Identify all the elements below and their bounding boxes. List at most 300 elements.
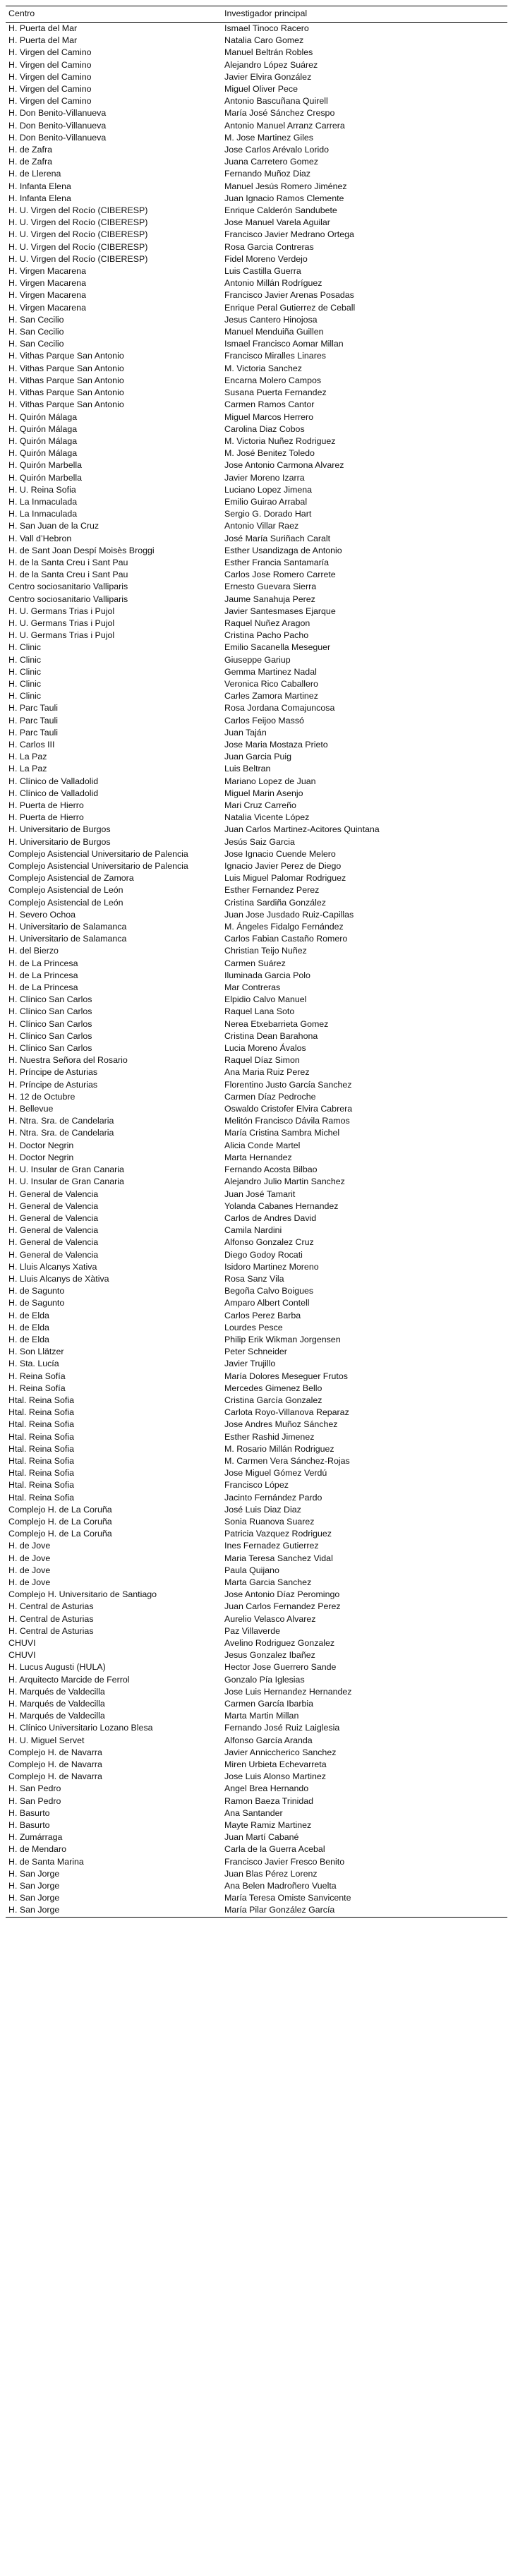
cell-centro: H. Quirón Marbella xyxy=(8,460,82,471)
cell-centro: H. de Elda xyxy=(8,1334,49,1344)
cell-investigador: Cristina García Gonzalez xyxy=(224,1395,322,1405)
cell-investigador: Emilio Sacanella Meseguer xyxy=(224,642,331,653)
cell-investigador: Gonzalo Pía Iglesias xyxy=(224,1674,305,1685)
table-row xyxy=(6,1091,507,1103)
table-row xyxy=(6,1224,507,1236)
cell-investigador: Florentino Justo García Sanchez xyxy=(224,1079,352,1090)
table-row xyxy=(6,1455,507,1467)
table-row xyxy=(6,594,507,606)
cell-investigador: Enrique Peral Gutierrez de Ceball xyxy=(224,302,356,313)
table-row xyxy=(6,1843,507,1855)
table-row xyxy=(6,1334,507,1346)
table-row xyxy=(6,1577,507,1589)
cell-centro: H. Don Benito-Villanueva xyxy=(8,108,107,119)
table-row xyxy=(6,1115,507,1127)
table-row xyxy=(6,1030,507,1042)
cell-centro: H. Virgen Macarena xyxy=(8,302,86,313)
table-row xyxy=(6,229,507,241)
table-row xyxy=(6,399,507,411)
table-row xyxy=(6,1649,507,1661)
cell-investigador: Ismael Francisco Aomar Millan xyxy=(224,339,344,349)
cell-investigador: Iluminada Garcia Polo xyxy=(224,970,310,980)
cell-investigador: Jesus Gonzalez Ibañez xyxy=(224,1650,315,1661)
cell-investigador: Aurelio Velasco Alvarez xyxy=(224,1613,316,1624)
cell-investigador: Raquel Díaz Simon xyxy=(224,1055,300,1066)
cell-investigador: Marta Martin Millan xyxy=(224,1711,299,1721)
cell-investigador: Juan Ignacio Ramos Clemente xyxy=(224,193,344,203)
table-row xyxy=(6,289,507,301)
cell-centro: H. Vithas Parque San Antonio xyxy=(8,399,124,410)
cell-investigador: Juan Martí Cabané xyxy=(224,1832,299,1843)
cell-investigador: Juan Blas Pérez Lorenz xyxy=(224,1868,318,1879)
cell-centro: H. Doctor Negrin xyxy=(8,1140,74,1150)
cell-centro: H. de La Princesa xyxy=(8,970,78,980)
cell-investigador: Mayte Ramiz Martinez xyxy=(224,1820,312,1831)
cell-investigador: M. Carmen Vera Sánchez-Rojas xyxy=(224,1455,350,1466)
cell-investigador: Javier Trujillo xyxy=(224,1359,276,1369)
cell-investigador: Antonio Villar Raez xyxy=(224,521,299,531)
table-row xyxy=(6,970,507,982)
cell-centro: H. Lluis Alcanys Xativa xyxy=(8,1261,97,1272)
cell-centro: H. Marqués de Valdecilla xyxy=(8,1711,105,1721)
cell-centro: H. U. Virgen del Rocío (CIBERESP) xyxy=(8,217,148,228)
cell-centro: H. General de Valencia xyxy=(8,1200,99,1211)
table-row xyxy=(6,447,507,459)
table-row xyxy=(6,1601,507,1613)
cell-investigador: Miguel Oliver Pece xyxy=(224,84,298,95)
cell-centro: Complejo H. de Navarra xyxy=(8,1759,102,1770)
table-row xyxy=(6,1176,507,1188)
cell-investigador: Jose Manuel Varela Aguilar xyxy=(224,217,330,228)
table-row xyxy=(6,642,507,654)
cell-centro: Htal. Reina Sofia xyxy=(8,1407,74,1418)
cell-centro: H. Virgen del Camino xyxy=(8,71,92,82)
cell-centro: H. Don Benito-Villanueva xyxy=(8,120,107,131)
table-row xyxy=(6,848,507,860)
cell-investigador: Javier Anniccherico Sanchez xyxy=(224,1747,337,1757)
cell-centro: H. U. Reina Sofia xyxy=(8,484,76,495)
cell-centro: H. Quirón Málaga xyxy=(8,411,78,422)
cell-investigador: Francisco Javier Medrano Ortega xyxy=(224,229,354,240)
cell-investigador: Natalia Vicente López xyxy=(224,812,310,823)
cell-centro: H. Clínico San Carlos xyxy=(8,1043,92,1054)
table-row xyxy=(6,435,507,447)
cell-centro: H. Príncipe de Asturias xyxy=(8,1067,98,1078)
table-row xyxy=(6,1273,507,1285)
cell-investigador: Alfonso García Aranda xyxy=(224,1735,313,1745)
cell-investigador: Carmen García Ibarbia xyxy=(224,1699,314,1709)
cell-investigador: Jose Luis Alonso Martinez xyxy=(224,1771,326,1782)
table-row xyxy=(6,168,507,180)
cell-centro: H. San Jorge xyxy=(8,1881,60,1891)
cell-centro: H. Basurto xyxy=(8,1807,50,1818)
table-row xyxy=(6,193,507,205)
cell-centro: H. San Jorge xyxy=(8,1893,60,1903)
cell-investigador: Carlota Royo-Villanova Reparaz xyxy=(224,1407,349,1418)
cell-centro: Htal. Reina Sofia xyxy=(8,1492,74,1503)
cell-investigador: Manuel Menduiña Guillen xyxy=(224,327,324,337)
cell-investigador: María Dolores Meseguer Frutos xyxy=(224,1371,348,1381)
cell-centro: H. Vithas Parque San Antonio xyxy=(8,351,124,361)
table-row xyxy=(6,1188,507,1200)
table-row xyxy=(6,1807,507,1819)
cell-investigador: Alejandro López Suárez xyxy=(224,59,318,70)
cell-investigador: Emilio Guirao Arrabal xyxy=(224,496,308,507)
cell-centro: H. de la Santa Creu i Sant Pau xyxy=(8,570,128,580)
cell-centro: H. de Zafra xyxy=(8,157,52,167)
table-row xyxy=(6,23,507,35)
cell-investigador: Sergio G. Dorado Hart xyxy=(224,509,312,519)
table-row xyxy=(6,1661,507,1673)
cell-centro: H. Ntra. Sra. de Candelaria xyxy=(8,1116,114,1126)
table-row xyxy=(6,812,507,824)
table-row xyxy=(6,156,507,168)
table-row xyxy=(6,727,507,739)
cell-centro: Complejo Asistencial de León xyxy=(8,897,123,908)
cell-investigador: Luis Miguel Palomar Rodriguez xyxy=(224,873,346,884)
cell-investigador: Ernesto Guevara Sierra xyxy=(224,582,317,592)
cell-investigador: Avelino Rodriguez Gonzalez xyxy=(224,1638,335,1649)
cell-investigador: Jose Antonio Díaz Peromingo xyxy=(224,1589,340,1600)
table-row xyxy=(6,1443,507,1455)
cell-investigador: Carmen Suárez xyxy=(224,958,286,968)
cell-investigador: Ana Belen Madroñero Vuelta xyxy=(224,1881,337,1891)
table-row xyxy=(6,654,507,666)
cell-centro: H. Clínico San Carlos xyxy=(8,994,92,1005)
table-row xyxy=(6,1735,507,1747)
cell-centro: Complejo H. de La Coruña xyxy=(8,1516,112,1527)
table-row xyxy=(6,1079,507,1091)
table-row xyxy=(6,1528,507,1540)
cell-investigador: Juana Carretero Gomez xyxy=(224,157,318,167)
table-row xyxy=(6,1310,507,1322)
cell-investigador: M. Victoria Sanchez xyxy=(224,363,302,373)
cell-centro: H. Reina Sofía xyxy=(8,1371,66,1381)
cell-centro: H. de La Princesa xyxy=(8,958,78,968)
table-row xyxy=(6,484,507,496)
table-row xyxy=(6,265,507,277)
table-row xyxy=(6,1285,507,1297)
table-row xyxy=(6,1018,507,1030)
cell-investigador: Peter Schneider xyxy=(224,1347,287,1357)
table-row xyxy=(6,1371,507,1383)
cell-centro: H. Central de Asturias xyxy=(8,1601,94,1612)
table-row xyxy=(6,338,507,350)
cell-investigador: Rosa Garcia Contreras xyxy=(224,241,314,252)
table-row xyxy=(6,1103,507,1115)
cell-centro: H. Clínico de Valladolid xyxy=(8,788,99,798)
cell-centro: H. de Jove xyxy=(8,1553,51,1563)
cell-investigador: M. Victoria Nuñez Rodriguez xyxy=(224,435,336,446)
cell-investigador: Fernando Acosta Bilbao xyxy=(224,1164,318,1175)
cell-investigador: Lucia Moreno Ávalos xyxy=(224,1043,306,1054)
cell-centro: H. U. Virgen del Rocío (CIBERESP) xyxy=(8,205,148,216)
cell-investigador: Raquel Lana Soto xyxy=(224,1006,295,1017)
table-row xyxy=(6,824,507,836)
cell-investigador: Patricia Vazquez Rodriguez xyxy=(224,1529,332,1539)
cell-centro: H. Lluis Alcanys de Xàtiva xyxy=(8,1273,109,1284)
cell-investigador: Juan Carlos Fernandez Perez xyxy=(224,1601,341,1612)
table-row xyxy=(6,1212,507,1224)
cell-centro: H. Clínico Universitario Lozano Blesa xyxy=(8,1723,153,1733)
cell-centro: H. Parc Tauli xyxy=(8,727,59,738)
cell-centro: H. Virgen del Camino xyxy=(8,96,92,107)
table-row xyxy=(6,1297,507,1309)
cell-centro: H. Arquitecto Marcide de Ferrol xyxy=(8,1674,130,1685)
table-row xyxy=(6,1358,507,1370)
table-row xyxy=(6,776,507,788)
cell-investigador: Yolanda Cabanes Hernandez xyxy=(224,1200,339,1211)
cell-investigador: Giuseppe Gariup xyxy=(224,654,291,665)
table-row xyxy=(6,326,507,338)
table-row xyxy=(6,1589,507,1601)
table-row xyxy=(6,1054,507,1066)
table-row xyxy=(6,1395,507,1407)
cell-investigador: Isidoro Martinez Moreno xyxy=(224,1261,319,1272)
cell-centro: Complejo H. de Navarra xyxy=(8,1771,102,1782)
cell-investigador: Natalia Caro Gomez xyxy=(224,35,304,46)
cell-investigador: Jose Miguel Gómez Verdú xyxy=(224,1468,327,1479)
table-row xyxy=(6,375,507,387)
table-row xyxy=(6,1868,507,1880)
table-row xyxy=(6,350,507,362)
table-row xyxy=(6,1722,507,1734)
table-row xyxy=(6,751,507,763)
cell-investigador: Juan Taján xyxy=(224,727,267,738)
cell-investigador: Diego Godoy Rocati xyxy=(224,1249,303,1260)
cell-investigador: Jose Ignacio Cuende Melero xyxy=(224,848,336,859)
cell-centro: H. Vithas Parque San Antonio xyxy=(8,363,124,373)
cell-centro: H. Carlos III xyxy=(8,739,55,750)
cell-centro: H. Nuestra Señora del Rosario xyxy=(8,1055,128,1066)
column-header-centro: Centro xyxy=(6,6,222,23)
table-row xyxy=(6,666,507,678)
cell-centro: H. La Paz xyxy=(8,764,47,774)
cell-centro: H. de Jove xyxy=(8,1577,51,1587)
table-row xyxy=(6,423,507,435)
cell-centro: H. Reina Sofía xyxy=(8,1383,66,1393)
table-row xyxy=(6,1540,507,1552)
cell-investigador: Carlos Jose Romero Carrete xyxy=(224,570,336,580)
cell-centro: H. U. Germans Trias i Pujol xyxy=(8,630,115,641)
cell-centro: H. U. Virgen del Rocío (CIBERESP) xyxy=(8,241,148,252)
table-row xyxy=(6,860,507,872)
cell-investigador: Philip Erik Wikman Jorgensen xyxy=(224,1334,341,1344)
cell-investigador: Francisco Javier Fresco Benito xyxy=(224,1856,345,1867)
cell-investigador: Mercedes Gimenez Bello xyxy=(224,1383,322,1393)
table-row xyxy=(6,1006,507,1018)
table-row xyxy=(6,1066,507,1078)
cell-investigador: Cristina Sardiña González xyxy=(224,897,326,908)
cell-centro: H. San Pedro xyxy=(8,1783,61,1794)
cell-centro: H. Sta. Lucía xyxy=(8,1359,59,1369)
cell-investigador: María Pilar González García xyxy=(222,1904,507,1917)
cell-investigador: Angel Brea Hernando xyxy=(224,1783,309,1794)
cell-centro: H. Quirón Málaga xyxy=(8,435,78,446)
cell-centro: Complejo Asistencial Universitario de Palencia xyxy=(8,848,188,859)
table-row xyxy=(6,739,507,751)
table-row xyxy=(6,144,507,156)
cell-centro: H. de Santa Marina xyxy=(8,1856,84,1867)
cell-centro: H. de Elda xyxy=(8,1310,49,1320)
table-row xyxy=(6,1346,507,1358)
table-row xyxy=(6,715,507,727)
table-row xyxy=(6,557,507,569)
cell-investigador: Juan Jose Jusdado Ruiz-Capillas xyxy=(224,909,354,920)
cell-investigador: Luciano Lopez Jimena xyxy=(224,484,312,495)
cell-investigador: Amparo Albert Contell xyxy=(224,1298,310,1308)
cell-centro: H. La Inmaculada xyxy=(8,509,78,519)
table-row xyxy=(6,472,507,484)
cell-centro: H. de Zafra xyxy=(8,145,52,155)
cell-investigador: Juan José Tamarit xyxy=(224,1188,296,1199)
cell-investigador: José Luis Diaz Diaz xyxy=(224,1504,301,1515)
table-row xyxy=(6,909,507,921)
cell-investigador: Miguel Marin Asenjo xyxy=(224,788,303,798)
cell-centro: H. de Elda xyxy=(8,1322,49,1332)
cell-investigador: Antonio Millán Rodríguez xyxy=(224,278,322,289)
cell-centro: H. Puerta del Mar xyxy=(8,35,78,46)
table-header-row xyxy=(6,6,507,23)
cell-investigador: M. Jose Martinez Giles xyxy=(224,132,314,143)
cell-centro: H. General de Valencia xyxy=(8,1237,99,1248)
cell-centro: H. Parc Tauli xyxy=(8,715,59,726)
cell-investigador: Juan Garcia Puig xyxy=(224,752,292,762)
table-row xyxy=(6,1747,507,1759)
cell-centro: H. de la Santa Creu i Sant Pau xyxy=(8,557,128,567)
cell-centro: Htal. Reina Sofia xyxy=(8,1431,74,1442)
cell-centro: Centro sociosanitario Valliparis xyxy=(8,582,128,592)
cell-investigador: Mariano Lopez de Juan xyxy=(224,776,316,786)
table-row xyxy=(6,1880,507,1892)
table-row xyxy=(6,921,507,933)
table-row xyxy=(6,411,507,423)
cell-centro: H. Ntra. Sra. de Candelaria xyxy=(8,1128,114,1138)
cell-centro: H. Central de Asturias xyxy=(8,1625,94,1636)
cell-centro: H. de Llerena xyxy=(8,169,61,179)
cell-centro: H. Clinic xyxy=(8,678,42,689)
cell-centro: H. Príncipe de Asturias xyxy=(8,1079,98,1090)
cell-centro: H. La Paz xyxy=(8,752,47,762)
investigators-table xyxy=(6,6,507,1918)
table-row xyxy=(6,1492,507,1504)
cell-investigador: Paula Quijano xyxy=(224,1565,279,1575)
cell-centro: H. 12 de Octubre xyxy=(8,1091,76,1102)
cell-investigador: Ines Fernadez Gutierrez xyxy=(224,1541,319,1551)
cell-centro: CHUVI xyxy=(8,1638,36,1649)
cell-investigador: Carles Zamora Martinez xyxy=(224,691,318,702)
table-row xyxy=(6,1856,507,1868)
cell-investigador: Jose Luis Hernandez Hernandez xyxy=(224,1686,352,1697)
cell-centro: Centro sociosanitario Valliparis xyxy=(8,594,128,604)
cell-investigador: Carlos Perez Barba xyxy=(224,1310,301,1320)
table-row xyxy=(6,1431,507,1443)
cell-investigador: Alicia Conde Martel xyxy=(224,1140,301,1150)
cell-centro: Complejo H. de La Coruña xyxy=(8,1504,112,1515)
cell-centro: H. Universitario de Burgos xyxy=(8,836,111,847)
cell-centro: Htal. Reina Sofia xyxy=(8,1395,74,1405)
table-row xyxy=(6,132,507,144)
cell-centro: H. Quirón Marbella xyxy=(8,472,82,483)
cell-investigador: Carla de la Guerra Acebal xyxy=(224,1844,325,1855)
table-row xyxy=(6,1686,507,1698)
cell-investigador: Luis Castilla Guerra xyxy=(224,266,301,277)
cell-centro: H. General de Valencia xyxy=(8,1249,99,1260)
table-row xyxy=(6,71,507,83)
cell-centro: H. Marqués de Valdecilla xyxy=(8,1699,105,1709)
cell-investigador: Carolina Diaz Cobos xyxy=(224,423,305,434)
cell-centro: H. Universitario de Burgos xyxy=(8,824,111,835)
table-row xyxy=(6,1674,507,1686)
cell-centro: H. U. Insular de Gran Canaria xyxy=(8,1164,124,1175)
table-row xyxy=(6,836,507,848)
cell-investigador: Ismael Tinoco Racero xyxy=(224,23,309,33)
column-header-investigador: Investigador principal xyxy=(222,6,507,23)
cell-investigador: M. Rosario Millán Rodriguez xyxy=(224,1443,334,1454)
table-row xyxy=(6,1140,507,1152)
cell-investigador: José María Suriñach Caralt xyxy=(224,533,331,543)
cell-centro: H. de Mendaro xyxy=(8,1844,66,1855)
table-row xyxy=(6,83,507,95)
cell-investigador: Fernando Muñoz Diaz xyxy=(224,169,310,179)
table-row xyxy=(6,95,507,107)
table-row xyxy=(6,1698,507,1710)
cell-investigador: Francisco López xyxy=(224,1480,289,1491)
cell-investigador: Susana Puerta Fernandez xyxy=(224,387,327,398)
cell-investigador: Melitón Francisco Dávila Ramos xyxy=(224,1116,350,1126)
cell-centro: H. del Bierzo xyxy=(8,946,59,956)
cell-centro: H. U. Miguel Servet xyxy=(8,1735,85,1745)
cell-centro: H. Puerta del Mar xyxy=(8,23,78,33)
cell-centro: H. Zumárraga xyxy=(8,1832,63,1843)
cell-centro: H. Clinic xyxy=(8,691,42,702)
table-row xyxy=(6,1904,507,1917)
cell-centro: CHUVI xyxy=(8,1650,36,1661)
cell-centro: H. General de Valencia xyxy=(8,1225,99,1236)
cell-investigador: Oswaldo Cristofer Elvira Cabrera xyxy=(224,1104,353,1114)
table-row xyxy=(6,47,507,59)
cell-centro: H. Infanta Elena xyxy=(8,181,71,191)
table-row xyxy=(6,1383,507,1395)
cell-centro: H. U. Virgen del Rocío (CIBERESP) xyxy=(8,229,148,240)
table-row xyxy=(6,496,507,508)
cell-investigador: Sonia Ruanova Suarez xyxy=(224,1516,315,1527)
cell-investigador: Ana Santander xyxy=(224,1807,283,1818)
cell-investigador: Carmen Díaz Pedroche xyxy=(224,1091,316,1102)
table-row xyxy=(6,933,507,945)
cell-centro: H. Clínico San Carlos xyxy=(8,1030,92,1041)
cell-centro: H. Son Llätzer xyxy=(8,1347,64,1357)
cell-investigador: Antonio Manuel Arranz Carrera xyxy=(224,120,345,131)
table-row xyxy=(6,1042,507,1054)
cell-investigador: María Teresa Omiste Sanvicente xyxy=(224,1893,351,1903)
cell-investigador: Ana Maria Ruiz Perez xyxy=(224,1067,310,1078)
table-row xyxy=(6,1771,507,1783)
cell-centro: H. Virgen Macarena xyxy=(8,266,86,277)
cell-investigador: Jose Carlos Arévalo Lorido xyxy=(224,145,330,155)
cell-investigador: Nerea Etxebarrieta Gomez xyxy=(224,1018,329,1029)
cell-centro: H. de Sagunto xyxy=(8,1298,65,1308)
cell-investigador: Marta Garcia Sanchez xyxy=(224,1577,312,1587)
cell-centro: Htal. Reina Sofia xyxy=(8,1468,74,1479)
cell-centro: Complejo Asistencial de Zamora xyxy=(8,873,134,884)
cell-centro: H. Severo Ochoa xyxy=(8,909,76,920)
table-row xyxy=(6,872,507,884)
cell-investigador: Maria Teresa Sanchez Vidal xyxy=(224,1553,333,1563)
cell-centro: Complejo Asistencial de León xyxy=(8,885,123,896)
cell-investigador: Esther Rashid Jimenez xyxy=(224,1431,315,1442)
table-row xyxy=(6,1419,507,1431)
